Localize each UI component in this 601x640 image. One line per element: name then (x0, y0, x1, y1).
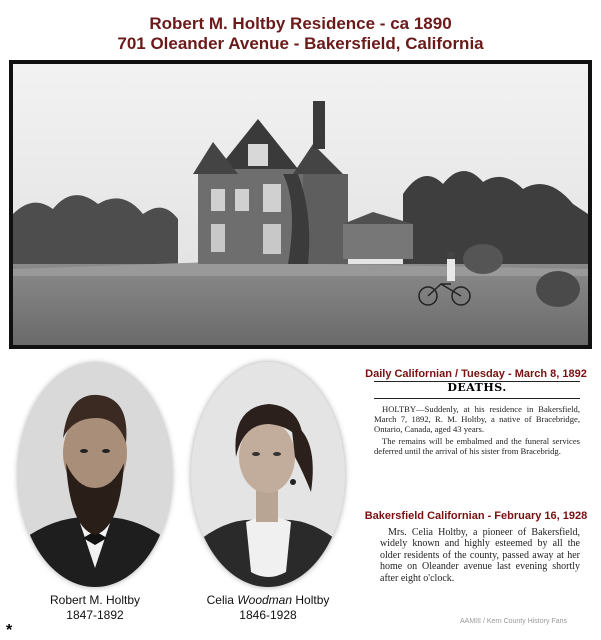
photo-credit: AAMIII / Kern County History Fans (460, 618, 567, 625)
clipping2-source: Bakersfield Californian - February 16, 1928 (364, 510, 588, 522)
robert-name: Robert M. Holtby (49, 593, 141, 607)
clipping1-mid-rule (374, 398, 580, 399)
robert-caption (18, 593, 172, 623)
celia-name: Celia Woodman Holtby (206, 593, 330, 607)
celia-caption (181, 593, 355, 623)
clipping1-heading: DEATHS. (447, 381, 507, 394)
clipping1-source: Daily Californian / Tuesday - March 8, 1892 (365, 368, 587, 380)
robert-portrait (18, 363, 172, 587)
page-subtitle: 701 Oleander Avenue - Bakersfield, California (117, 34, 484, 53)
robert-years: 1847-1892 (66, 608, 124, 622)
clipping2-para1: Mrs. Celia Holtby, a pioneer of Bakersfield, widely known and highly esteemed by all the older residents of the county, passed away at her home on Oleander avenue last evening shortly after eight o'clock. (380, 527, 580, 584)
clipping1-para2: The remains will be embalmed and the funeral services deferred until the arrival of his sister from Bracebridg. (374, 436, 580, 456)
clipping1-body (374, 404, 580, 458)
celia-years: 1846-1928 (239, 608, 297, 622)
clipping1-para1: HOLTBY—Suddenly, at his residence in Bakersfield, March 7, 1892, R. M. Holtby, a native of Bracebridge, Ontario, Canada, aged 43 years. (374, 404, 580, 434)
celia-portrait (191, 362, 345, 587)
footnote-asterisk: * (6, 622, 13, 639)
residence-photo (9, 60, 592, 349)
page-title: Robert M. Holtby Residence - ca 1890 (149, 14, 452, 33)
clipping2-body (380, 527, 580, 586)
